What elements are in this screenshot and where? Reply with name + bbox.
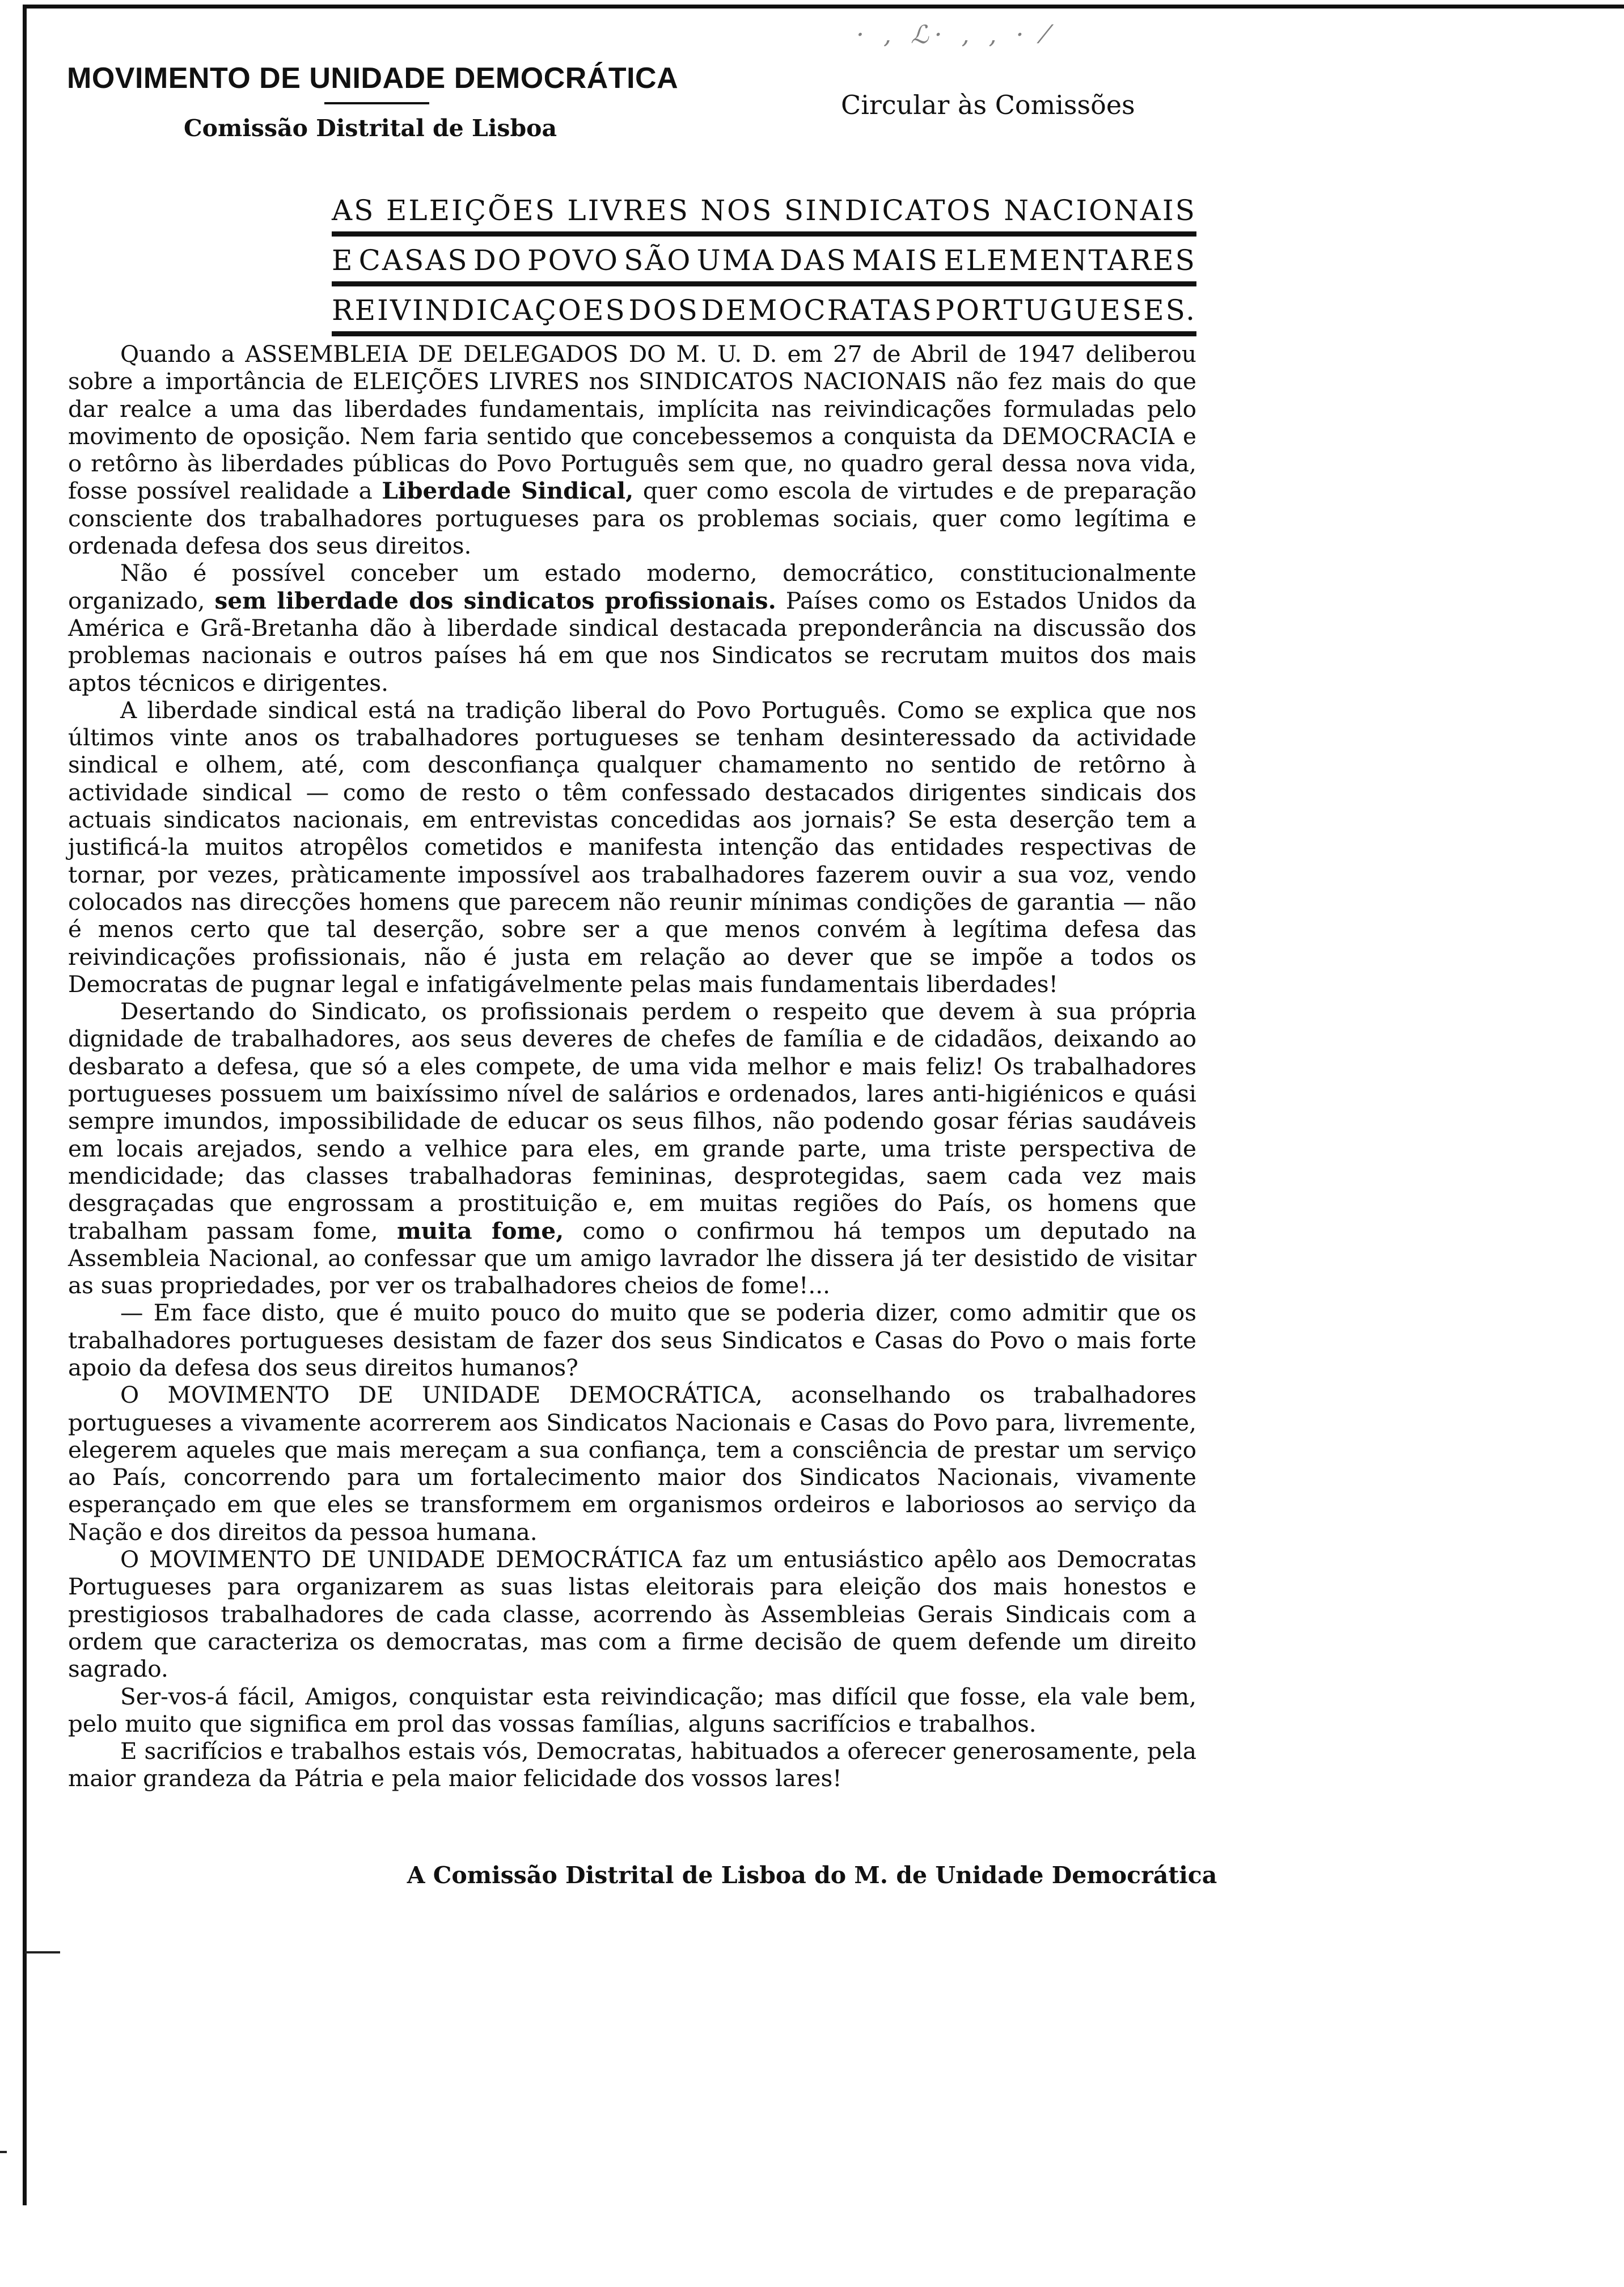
paragraph bbox=[68, 340, 1196, 559]
handwritten-note: · , ℒ· , , · ⁄ bbox=[856, 20, 1053, 49]
headline-word: DOS bbox=[628, 294, 699, 327]
headline-line bbox=[332, 243, 1196, 293]
circular-body bbox=[68, 340, 1196, 1792]
paragraph-text: Não é possível conceber um estado moderno, democrático, constitucionalmente organizado, bbox=[68, 559, 1196, 614]
paragraph-text: Países como os Estados Unidos da América e Grã-Bretanha dão à liberdade sindical destacada preponderância na discussão dos problemas nacionais e outros países há em que nos Sindicatos se recrutam muitos dos mais aptos técnicos e dirigentes. bbox=[68, 586, 1197, 697]
organization-name: MOVIMENTO DE UNIDADE DEMOCRÁTICA bbox=[67, 62, 679, 95]
headline-word: SÃO bbox=[624, 244, 692, 277]
headline-word: E bbox=[332, 244, 354, 277]
paragraph-text: Quando a ASSEMBLEIA DE DELEGADOS DO M. U. D. em 27 de Abril de 1947 deliberou sobre a importância de ELEIÇÕES LIVRES nos SINDICATOS NACIONAIS não fez mais do que dar realce a uma das liberdades fundamentais, implícita nas reivindicações formuladas pelo movimento de oposição. Nem faria sentido que concebessemos a conquista da DEMOCRACIA e o retôrno às liberdades públicas do Povo Português sem que, no quadro geral dessa nova vida, fosse possível realidade a bbox=[68, 340, 1196, 505]
headline-word: NACIONAIS bbox=[1004, 194, 1196, 227]
paragraph: O MOVIMENTO DE UNIDADE DEMOCRÁTICA faz um entusiástico apêlo aos Democratas Portugueses para organizarem as suas listas eleitorais para eleição dos mais honestos e prestigiosos trabalhadores de cada classe, acorrendo às Assembleias Gerais Sindicais com a ordem que caracteriza os democratas, mas com a firme decisão de quem defende um direito sagrado. bbox=[68, 1546, 1196, 1683]
headline-word: SINDICATOS bbox=[784, 194, 993, 227]
paragraph: E sacrifícios e trabalhos estais vós, Democratas, habituados a oferecer generosamente, pela maior grandeza da Pátria e pela maior felicidade dos vossos lares! bbox=[68, 1737, 1196, 1792]
paragraph: O MOVIMENTO DE UNIDADE DEMOCRÁTICA, aconselhando os trabalhadores portugueses a vivamente acorrerem aos Sindicatos Nacionais e Casas do Povo para, livremente, elegerem aqueles que mais mereçam a sua confiança, tem a consciência de prestar um serviço ao País, concorrendo para um fortalecimento maior dos Sindicatos Nacionais, vivamente esperançado em que eles se transformem em organismos ordeiros e laboriosos ao serviço da Nação e dos direitos da pessoa humana. bbox=[68, 1381, 1196, 1546]
scan-mark bbox=[25, 1951, 60, 1953]
circular-label: Circular às Comissões bbox=[841, 90, 1135, 120]
signature: A Comissão Distrital de Lisboa do M. de Unidade Democrática bbox=[407, 1862, 1217, 1889]
headline-rule bbox=[332, 331, 1196, 336]
headline-rule bbox=[332, 281, 1196, 286]
emphasis-text: Liberdade Sindical, bbox=[382, 477, 634, 505]
headline-word: ELEMENTARES bbox=[944, 244, 1196, 277]
headline-word: UMA bbox=[696, 244, 775, 277]
headline-word: LIVRES bbox=[567, 194, 690, 227]
emphasis-text: sem liberdade dos sindicatos profissionais. bbox=[214, 586, 776, 614]
headline-rule bbox=[332, 231, 1196, 237]
headline-word: DO bbox=[473, 244, 523, 277]
emphasis-text: muita fome, bbox=[396, 1217, 564, 1244]
page-border-top bbox=[23, 5, 1624, 9]
headline-word: PORTUGUESES. bbox=[935, 294, 1196, 327]
paragraph: — Em face disto, que é muito pouco do muito que se poderia dizer, como admitir que os trabalhadores portugueses desistam de fazer dos seus Sindicatos e Casas do Povo o mais forte apoio da defesa dos seus direitos humanos? bbox=[68, 1299, 1196, 1381]
paragraph: Ser-vos-á fácil, Amigos, conquistar esta reivindicação; mas difícil que fosse, ela vale bem, pelo muito que significa em prol das vossas famílias, alguns sacrifícios e trabalhos. bbox=[68, 1682, 1196, 1737]
paragraph: A liberdade sindical está na tradição liberal do Povo Português. Como se explica que nos últimos vinte anos os trabalhadores portugueses se tenham desinteressado da actividade sindical e olhem, até, com desconfiança qualquer chamamento no sentido de retôrno à actividade sindical — como de resto o têm confessado destacados dirigentes sindicais dos actuais sindicatos nacionais, em entrevistas concedidas aos jornais? Se esta deserção tem a justificá-la muitos atropêlos cometidos e manifesta intenção das entidades respectivas de tornar, por vezes, pràticamente impossível aos trabalhadores fazerem ouvir a sua voz, vendo colocados nas direcções homens que parecem não reunir mínimas condições de garantia — não é menos certo que tal deserção, sobre ser a que menos convém à legítima defesa das reivindicações profissionais, não é justa em relação ao dever que se impõe a todos os Democratas de pugnar legal e infatigávelmente pelas mais fundamentais liberdades! bbox=[68, 696, 1196, 998]
headline-word: POVO bbox=[527, 244, 619, 277]
paragraph-text: Desertando do Sindicato, os profissionais perdem o respeito que devem à sua própria dignidade de trabalhadores, aos seus deveres de chefes de família e de cidadãos, deixando ao desbarato a defesa, que só a eles compete, de uma vida melhor e mais feliz! Os trabalhadores portugueses possuem um baixíssimo nível de salários e ordenados, lares anti-higiénicos e quási sempre imundos, impossibilidade de educar os seus filhos, não podendo gosar férias saudáveis em locais arejados, sendo a velhice para eles, em grande parte, uma triste perspectiva de mendicidade; das classes trabalhadoras femininas, desprotegidas, saem cada vez mais desgraçadas que engrossam a prostituição e, em muitas regiões do País, os homens que trabalham passam fome, bbox=[68, 998, 1196, 1244]
commission-name: Comissão Distrital de Lisboa bbox=[184, 115, 557, 142]
paragraph-text: quer como escola de virtudes e de preparação consciente dos trabalhadores portugueses para os problemas sociais, quer como legítima e ordenada defesa dos seus direitos. bbox=[68, 477, 1196, 560]
scan-mark bbox=[0, 2151, 7, 2153]
headline-word: DAS bbox=[780, 244, 848, 277]
headline bbox=[332, 193, 1196, 343]
headline-word: CASAS bbox=[358, 244, 469, 277]
headline-line bbox=[332, 293, 1196, 343]
headline-line bbox=[332, 193, 1196, 243]
headline-word: DEMOCRATAS bbox=[701, 294, 933, 327]
headline-word: NOS bbox=[700, 194, 773, 227]
paragraph bbox=[68, 998, 1196, 1299]
headline-word: AS bbox=[332, 194, 375, 227]
headline-word: ELEIÇÕES bbox=[386, 194, 556, 227]
header-divider bbox=[324, 102, 429, 104]
headline-word: MAIS bbox=[852, 244, 940, 277]
headline-word: REIVINDICAÇOES bbox=[332, 294, 627, 327]
paragraph-text: como o confirmou há tempos um deputado na Assembleia Nacional, ao confessar que um amigo lavrador lhe dissera já ter desistido de visitar as suas propriedades, por ver os trabalhadores cheios de fome!... bbox=[68, 1217, 1197, 1299]
paragraph bbox=[68, 559, 1196, 696]
